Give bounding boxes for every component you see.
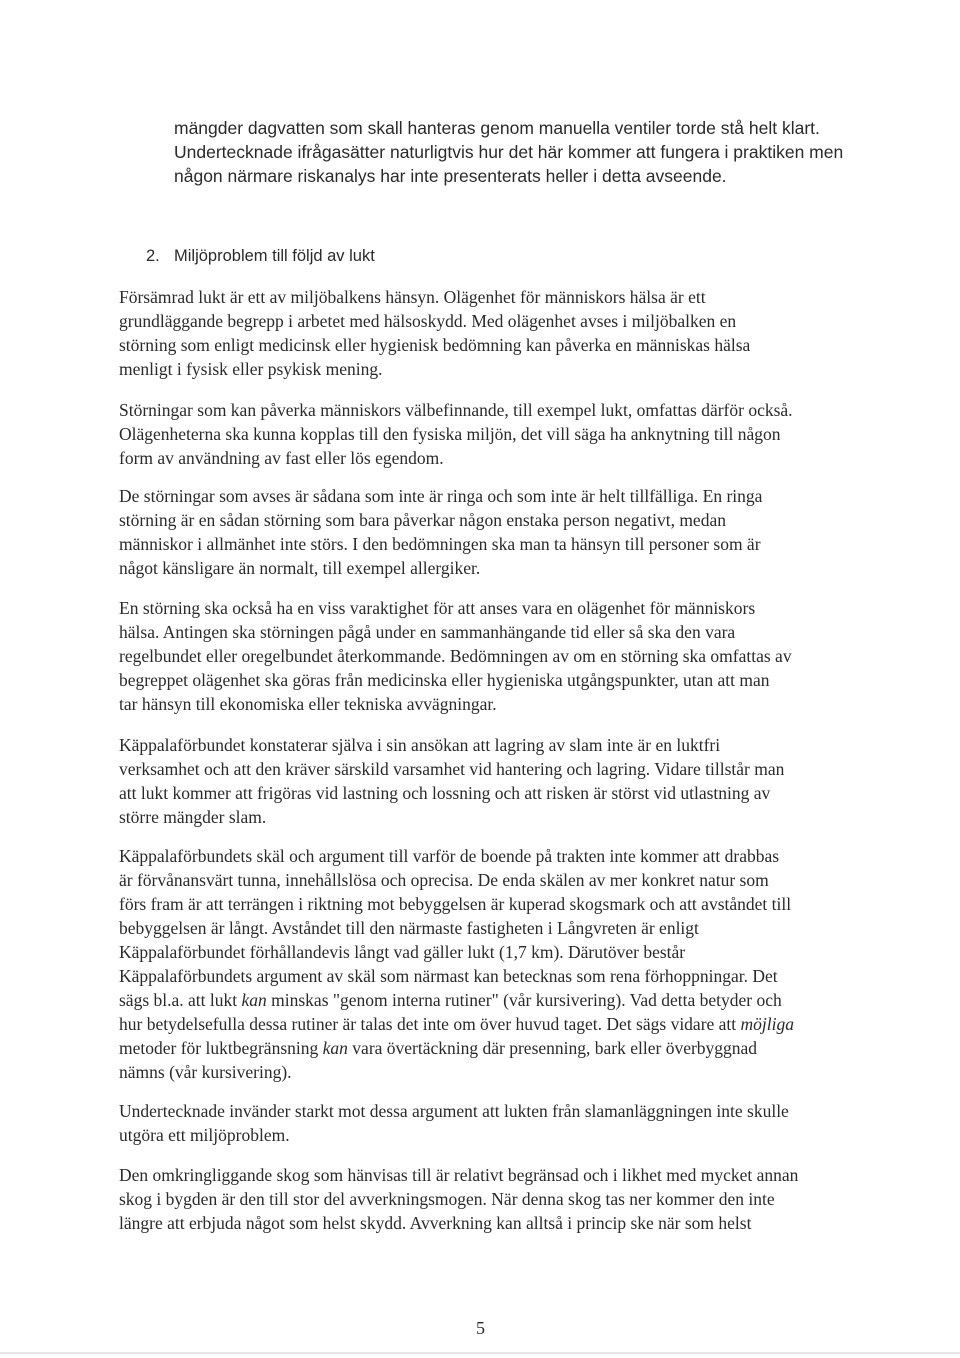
paragraph-3: [119, 484, 762, 580]
text-line: Käppalaförbundets argument av skäl som närmast kan betecknas som rena förhoppningar. Det: [119, 966, 778, 986]
text-line: Den omkringliggande skog som hänvisas till är relativt begränsad och i likhet med mycket annan: [119, 1165, 799, 1185]
text-line: En störning ska också ha en viss varaktighet för att anses vara en olägenhet för människors: [119, 598, 756, 618]
text-line: mängder dagvatten som skall hanteras genom manuella ventiler torde stå helt klart.: [174, 118, 820, 138]
text-line: störning är en sådan störning som bara påverkar någon enstaka person negativt, medan: [119, 510, 726, 530]
text-line: Käppalaförbundets skäl och argument till varför de boende på trakten inte kommer att drabbas: [119, 846, 780, 866]
text-line: bebyggelsen är långt. Avståndet till den närmaste fastigheten i Långvreten är enligt: [119, 918, 699, 938]
paragraph-6: [119, 844, 794, 1084]
intro-paragraph: [174, 116, 843, 188]
text-run: vara övertäckning där presenning, bark eller överbyggnad: [347, 1038, 758, 1058]
text-line: utgöra ett miljöproblem.: [119, 1125, 290, 1145]
text-run: metoder för luktbegränsning: [119, 1038, 323, 1058]
text-line: Undertecknade ifrågasätter naturligtvis hur det här kommer att fungera i praktiken men: [174, 142, 844, 162]
paragraph-5: [119, 733, 784, 829]
text-line: regelbundet eller oregelbundet återkommande. Bedömningen av om en störning ska omfattas av: [119, 646, 792, 666]
text-line: hälsa. Antingen ska störningen pågå under en sammanhängande tid eller så ska den vara: [119, 622, 736, 642]
text-line: Störningar som kan påverka människors välbefinnande, till exempel lukt, omfattas därför också.: [119, 400, 793, 420]
italic-word: kan: [322, 1038, 348, 1058]
text-line: är förvånansvärt tunna, innehållslösa och oprecisa. De enda skälen av mer konkret natur som: [119, 870, 769, 890]
paragraph-7: [119, 1099, 789, 1147]
text-line: Undertecknade invänder starkt mot dessa argument att lukten från slamanläggningen inte skulle: [119, 1101, 789, 1121]
paragraph-8: [119, 1163, 798, 1235]
text-line: någon närmare riskanalys har inte presenterats heller i detta avseende.: [174, 166, 727, 186]
section-title: Miljöproblem till följd av lukt: [174, 247, 375, 265]
text-line: skog i bygden är den till stor del avverkningsmogen. När denna skog tas ner kommer den inte: [119, 1189, 775, 1209]
text-line: nämns (vår kursivering).: [119, 1062, 292, 1082]
text-line: något känsligare än normalt, till exempel allergiker.: [119, 558, 481, 578]
text-line: förs fram är att terrängen i riktning mot bebyggelsen är kuperad skogsmark och att avståndet till: [119, 894, 792, 914]
paragraph-4: [119, 596, 792, 716]
italic-word: möjliga: [740, 1014, 795, 1034]
text-line: [119, 988, 794, 1012]
text-line: Olägenheterna ska kunna kopplas till den fysiska miljön, det vill säga ha anknytning till någon: [119, 424, 781, 444]
scan-edge: [0, 1352, 960, 1354]
text-line: människor i allmänhet inte störs. I den bedömningen ska man ta hänsyn till personer som är: [119, 534, 761, 554]
text-line: De störningar som avses är sådana som inte är ringa och som inte är helt tillfälliga. En ringa: [119, 486, 763, 506]
text-line: form av användning av fast eller lös egendom.: [119, 448, 444, 468]
text-line: större mängder slam.: [119, 807, 267, 827]
text-run: hur betydelsefulla dessa rutiner är talas det inte om över huvud taget. Det sägs vidare att: [119, 1014, 741, 1034]
paragraph-1: [119, 285, 750, 381]
text-run: minskas "genom interna rutiner" (vår kursivering). Vad detta betyder och: [266, 990, 782, 1010]
text-line: störning som enligt medicinsk eller hygienisk bedömning kan påverka en människas hälsa: [119, 335, 751, 355]
text-line: längre att erbjuda något som helst skydd. Avverkning kan alltså i princip ske när som helst: [119, 1213, 752, 1233]
page-number: 5: [476, 1318, 485, 1338]
text-line: Käppalaförbundet förhållandevis långt vad gäller lukt (1,7 km). Därutöver består: [119, 942, 686, 962]
section-number: 2.: [146, 247, 160, 265]
text-line: Försämrad lukt är ett av miljöbalkens hänsyn. Olägenhet för människors hälsa är ett: [119, 287, 706, 307]
text-line: att lukt kommer att frigöras vid lastning och lossning och att risken är störst vid utlastning av: [119, 783, 771, 803]
section-heading: [146, 244, 375, 268]
text-line: tar hänsyn till ekonomiska eller tekniska avvägningar.: [119, 694, 497, 714]
text-line: begreppet olägenhet ska göras från medicinska eller hygieniska utgångspunkter, utan att man: [119, 670, 770, 690]
text-line: [119, 1036, 794, 1060]
italic-word: kan: [241, 990, 267, 1010]
text-line: Käppalaförbundet konstaterar själva i sin ansökan att lagring av slam inte är en luktfri: [119, 735, 721, 755]
paragraph-2: [119, 398, 793, 470]
text-run: sägs bl.a. att lukt: [119, 990, 242, 1010]
text-line: grundläggande begrepp i arbetet med hälsoskydd. Med olägenhet avses i miljöbalken en: [119, 311, 737, 331]
text-line: menligt i fysisk eller psykisk mening.: [119, 359, 383, 379]
text-line: [119, 1012, 794, 1036]
text-line: verksamhet och att den kräver särskild varsamhet vid hantering och lagring. Vidare tillstår man: [119, 759, 785, 779]
